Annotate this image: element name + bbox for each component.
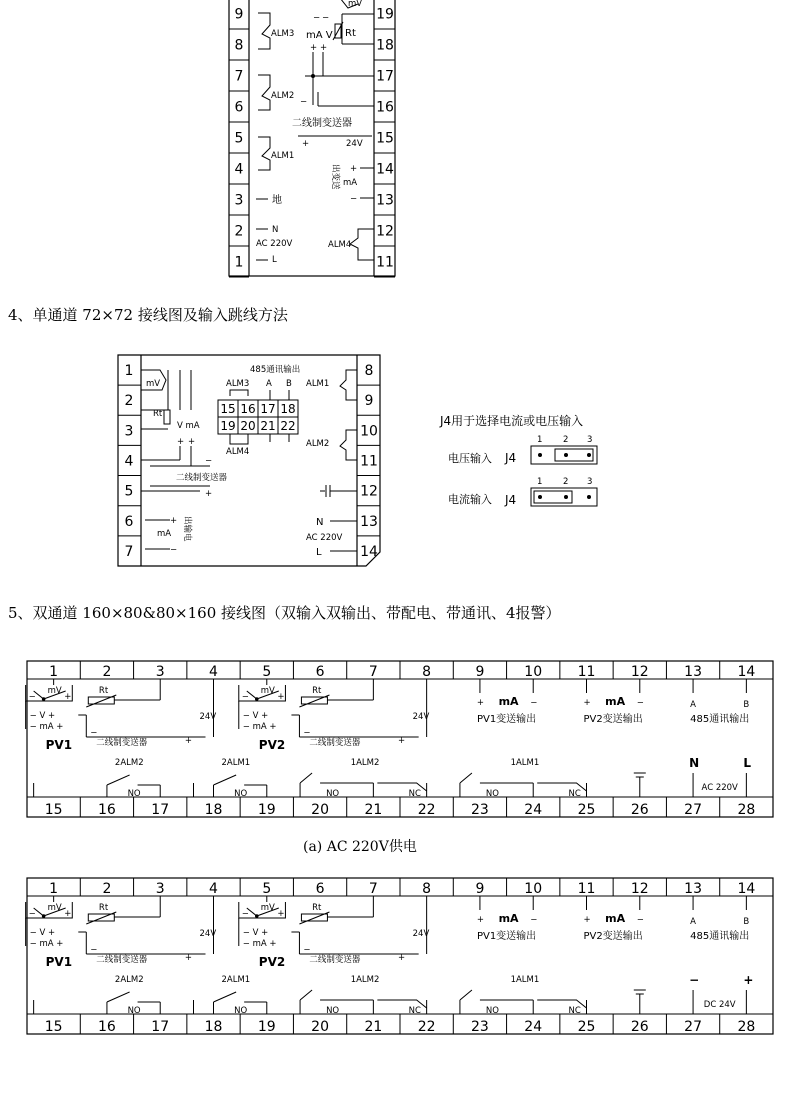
pv-rt-label: Rt [98, 903, 109, 913]
dual-top-terminal: 14 [737, 881, 756, 897]
pv2-label: PV2 [258, 738, 286, 752]
sc-comm-a: A [266, 379, 272, 389]
dual-top-terminal: 8 [422, 881, 432, 897]
pv-junction [255, 697, 259, 701]
j4-name-current: J4 [505, 493, 517, 507]
relay-contact [107, 992, 130, 1002]
sc-alm4-label: ALM4 [226, 447, 250, 457]
pv1-label: PV1 [45, 738, 73, 752]
out-ma: mA [605, 912, 626, 925]
sc-comm-terminal: 15 [220, 402, 236, 416]
top-rt-label: Rt [345, 28, 356, 39]
sc-ac-label: AC 220V [306, 533, 343, 543]
pv-mv-label: mV [260, 903, 275, 913]
top-left-terminal: 6 [234, 99, 244, 116]
sc-right-terminal: 14 [360, 543, 378, 560]
relay-contact [300, 773, 312, 783]
pv-24v-label: 24V [412, 929, 430, 939]
caption-a: (a) AC 220V供电 [303, 839, 417, 855]
relay-no: NO [326, 1006, 340, 1016]
relay-2alm1 [214, 758, 267, 799]
top-left-terminal: 3 [234, 192, 244, 209]
dual-top-terminal: 6 [315, 664, 325, 680]
pv-24v-label: 24V [199, 929, 217, 939]
power-supply-label: DC 24V [703, 1000, 736, 1010]
sc-left-terminal: 7 [124, 543, 134, 560]
sc-plus-2: + [188, 437, 196, 447]
section5-title: 5、双通道 160×80&80×160 接线图（双输入双输出、带配电、带通讯、4报警） [8, 604, 561, 622]
dual-top-terminal: 9 [475, 664, 485, 680]
out-plus: + [583, 915, 591, 925]
dual-bottom-terminal: 17 [151, 802, 170, 818]
pv1-input-block [26, 896, 217, 969]
sc-left-terminal: 4 [124, 453, 134, 470]
out-plus: + [476, 915, 485, 925]
pv-v-label: − V + [242, 711, 269, 721]
dual-bottom-terminal: 25 [577, 1019, 596, 1035]
sc-plus-1: + [177, 437, 185, 447]
out-minus: − [530, 915, 538, 925]
dual-top-terminal: 13 [684, 881, 702, 897]
top-ma-v-label: mA V [306, 30, 333, 41]
jumper-current-label: 电流输入 [448, 493, 492, 506]
out-ma: mA [498, 912, 519, 925]
pv-24v-label: 24V [199, 712, 217, 722]
relay-no: NO [326, 789, 340, 799]
sc-plus-4: + [170, 516, 178, 526]
power-left: − [689, 973, 700, 987]
pv2-input-block [239, 679, 430, 752]
comm-485-block [690, 679, 749, 725]
pv-transmitter-label: 二线制变送器 [96, 738, 148, 748]
j4-pin2-c: 2 [563, 477, 569, 487]
pv-rt-label: Rt [312, 686, 322, 696]
sc-transmitter-label: 二线制变送器 [176, 473, 228, 483]
dual-bottom-terminal: 21 [364, 1019, 383, 1035]
pv1-output-block [477, 896, 537, 942]
sc-right-terminal: 8 [364, 363, 374, 380]
top-alm3-label: ALM3 [271, 29, 295, 39]
relay-label: 1ALM1 [510, 975, 540, 985]
relay-2alm1 [214, 975, 267, 1016]
dual-bottom-terminal: 19 [257, 802, 276, 818]
sc-alm2-label: ALM2 [306, 439, 330, 449]
dual-top-terminal: 2 [102, 881, 112, 897]
dual-bottom-terminal: 15 [44, 1019, 63, 1035]
pv-plus-t: + [398, 953, 406, 963]
top-ac-label: AC 220V [256, 239, 293, 249]
power-supply-label: AC 220V [701, 783, 738, 793]
j4-pin3-c: 3 [587, 477, 593, 487]
top-24v-label: 24V [346, 139, 363, 149]
pv-ma-label: − mA + [29, 939, 64, 949]
top-right-terminal: 19 [376, 6, 394, 23]
relay-label: 1ALM1 [510, 758, 540, 768]
dual-bottom-terminal: 28 [737, 802, 756, 818]
out-ma: mA [498, 695, 519, 708]
pv-transmitter-label: 二线制变送器 [309, 955, 361, 965]
relay-2alm2 [107, 975, 160, 1016]
relay-nc: NC [568, 789, 581, 799]
dual-bottom-terminal: 17 [151, 1019, 170, 1035]
pv-ma-label: − mA + [242, 722, 277, 732]
top-ground-label: 地 [272, 195, 282, 206]
relay-2alm2 [107, 758, 160, 799]
relay-label: 1ALM2 [350, 758, 380, 768]
top-right-terminal: 14 [376, 161, 394, 178]
top-ma-label: mA [343, 178, 358, 188]
power-supply-block [689, 756, 751, 797]
pv-v-label: − V + [29, 711, 56, 721]
dual-bottom-terminal: 16 [98, 802, 116, 818]
sc-left-terminal: 1 [124, 363, 134, 380]
top-left-terminal: 2 [234, 223, 244, 240]
sc-minus-1: − [205, 456, 213, 466]
sc-comm-title: 485通讯输出 [250, 365, 301, 375]
dual-top-terminal: 5 [262, 664, 272, 680]
top-plus-4: + [350, 164, 358, 174]
comm-a: A [690, 917, 696, 927]
j4-pin1-c: 1 [537, 477, 543, 487]
sc-l-label: L [316, 547, 322, 558]
dual-bottom-terminal: 23 [471, 1019, 489, 1035]
relay-no: NO [127, 1006, 141, 1016]
relay-nc: NC [408, 789, 421, 799]
pv-plus-t: + [398, 736, 406, 746]
top-left-terminal: 9 [234, 6, 244, 23]
top-left-terminal: 5 [234, 130, 244, 147]
dual-bottom-terminal: 15 [44, 802, 63, 818]
top-minus-1: − [313, 13, 321, 23]
dual-top-terminal: 13 [684, 664, 702, 680]
j4-name-voltage: J4 [505, 451, 517, 465]
sc-comm-terminal: 20 [240, 419, 256, 433]
top-plus-2: + [320, 43, 328, 53]
pv-minus-t: − [303, 945, 311, 955]
sc-comm-b: B [286, 379, 292, 389]
out-plus: + [583, 698, 591, 708]
power-right: + [743, 973, 754, 987]
out-label: PV1变送输出 [476, 714, 537, 725]
pv-v-label: − V + [242, 928, 269, 938]
sc-right-terminal: 10 [360, 423, 378, 440]
comm-label: 485通讯输出 [690, 931, 750, 942]
top-minus-4: − [350, 194, 358, 204]
pv-mv-label: mV [47, 903, 62, 913]
pv-minus: − [28, 909, 36, 919]
pv-minus: − [241, 692, 249, 702]
pv-minus-t: − [303, 728, 311, 738]
dual-top-terminal: 11 [577, 881, 596, 897]
sc-output-label: 出输电 [182, 516, 192, 542]
top-l-label: L [272, 255, 277, 265]
single-channel-diagram [0, 350, 400, 570]
pv-junction [42, 914, 46, 918]
power-right: L [743, 756, 752, 770]
pv1-input-block [26, 679, 217, 752]
sc-comm-terminal: 19 [220, 419, 236, 433]
sc-n-label: N [316, 517, 324, 528]
sc-right-terminal: 9 [364, 393, 374, 410]
top-right-terminal: 16 [376, 99, 394, 116]
pv-plus: + [277, 692, 285, 702]
relay-label: 2ALM2 [114, 758, 144, 768]
relay-label: 2ALM2 [114, 975, 144, 985]
relay-1alm2 [300, 758, 427, 799]
out-plus: + [476, 698, 485, 708]
sc-right-terminal: 13 [360, 513, 378, 530]
top-right-terminal: 17 [376, 68, 394, 85]
dual-top-terminal: 5 [262, 881, 272, 897]
dual-top-terminal: 2 [102, 664, 112, 680]
top-mv-label: mV [348, 0, 363, 9]
dual-bottom-terminal: 27 [684, 802, 702, 818]
sc-right-terminal: 11 [360, 453, 378, 470]
relay-1alm1 [460, 975, 587, 1016]
out-label: PV1变送输出 [476, 931, 537, 942]
power-supply-block [689, 973, 753, 1014]
top-transmitter-label: 二线制变送器 [292, 118, 352, 129]
dual-bottom-terminal: 18 [204, 802, 223, 818]
pv-plus: + [64, 692, 72, 702]
pv-v-label: − V + [29, 928, 56, 938]
dual-top-terminal: 4 [209, 881, 218, 897]
sc-left-terminal: 6 [124, 513, 134, 530]
sc-alm1-label: ALM1 [306, 379, 330, 389]
pv-minus: − [28, 692, 36, 702]
top-output-label: 出变送 [330, 164, 340, 190]
j4-pin1-v: 1 [537, 435, 543, 445]
pv-mv-label: mV [260, 686, 275, 696]
relay-contact [300, 990, 312, 1000]
ground-icon [634, 773, 646, 797]
out-minus: − [530, 698, 538, 708]
power-left: N [689, 756, 700, 770]
pv-plus: + [64, 909, 72, 919]
top-wiring-diagram [0, 0, 800, 280]
relay-label: 2ALM1 [221, 975, 251, 985]
pv2-output-block [584, 896, 644, 942]
dual-top-terminal: 7 [368, 881, 378, 897]
relay-no: NO [127, 789, 141, 799]
top-left-terminal: 7 [234, 68, 244, 85]
dual-top-terminal: 3 [155, 664, 165, 680]
pv-ma-label: − mA + [242, 939, 277, 949]
dual-top-terminal: 9 [475, 881, 485, 897]
dual-top-terminal: 6 [315, 881, 325, 897]
sc-left-terminal: 3 [124, 423, 134, 440]
top-alm1-label: ALM1 [271, 151, 295, 161]
pv-mv-label: mV [47, 686, 62, 696]
relay-no: NO [234, 1006, 248, 1016]
pv-plus-t: + [184, 736, 192, 746]
relay-1alm1 [460, 758, 587, 799]
dual-bottom-terminal: 27 [684, 1019, 702, 1035]
relay-no: NO [485, 789, 499, 799]
comm-a: A [690, 700, 696, 710]
dual-top-terminal: 10 [524, 881, 543, 897]
dual-bottom-terminal: 26 [630, 1019, 649, 1035]
top-n-label: N [272, 225, 279, 235]
relay-1alm2 [300, 975, 427, 1016]
comm-485-block [690, 896, 749, 942]
top-alm2-label: ALM2 [271, 91, 295, 101]
top-right-terminal: 13 [376, 192, 394, 209]
sc-comm-terminal: 21 [260, 419, 276, 433]
top-left-terminal: 1 [234, 254, 244, 271]
dual-top-terminal: 12 [630, 664, 649, 680]
sc-comm-alm3: ALM3 [226, 379, 250, 389]
dual-bottom-terminal: 19 [257, 1019, 276, 1035]
sc-comm-terminal: 16 [240, 402, 256, 416]
comm-label: 485通讯输出 [690, 714, 750, 725]
pv2-input-block [239, 896, 430, 969]
dual-bottom-terminal: 18 [204, 1019, 223, 1035]
sc-mv-label: mV [146, 379, 161, 389]
comm-b: B [743, 917, 750, 927]
pv-minus: − [241, 909, 249, 919]
j4-jumper-diagram [495, 430, 615, 520]
dual-bottom-terminal: 16 [98, 1019, 116, 1035]
sc-left-terminal: 2 [124, 393, 134, 410]
pv-transmitter-label: 二线制变送器 [309, 738, 361, 748]
sc-plus-3: + [205, 489, 213, 499]
pv1-output-block [477, 679, 537, 725]
jumper-title: J4用于选择电流或电压输入 [440, 414, 584, 428]
dual-bottom-terminal: 28 [737, 1019, 756, 1035]
pv-junction [255, 914, 259, 918]
dual-bottom-terminal: 25 [577, 802, 596, 818]
relay-contact [214, 992, 237, 1002]
dual-channel-diagram-b [0, 872, 800, 1042]
out-minus: − [636, 915, 644, 925]
relay-no: NO [485, 1006, 499, 1016]
j4-pin2-v: 2 [563, 435, 569, 445]
dual-top-terminal: 10 [524, 664, 543, 680]
top-plus-3: + [302, 139, 310, 149]
out-ma: mA [605, 695, 626, 708]
dual-bottom-terminal: 22 [417, 802, 436, 818]
relay-nc: NC [408, 1006, 421, 1016]
out-label: PV2变送输出 [583, 931, 643, 942]
dual-top-terminal: 8 [422, 664, 432, 680]
dual-top-terminal: 7 [368, 664, 378, 680]
relay-contact [460, 773, 472, 783]
top-left-terminal: 4 [234, 161, 244, 178]
dual-top-terminal: 1 [49, 664, 59, 680]
pv-rt-label: Rt [312, 903, 322, 913]
pv-24v-label: 24V [412, 712, 430, 722]
dual-bottom-terminal: 24 [524, 802, 543, 818]
pv2-output-block [584, 679, 644, 725]
out-minus: − [636, 698, 644, 708]
pv-minus-t: − [90, 945, 98, 955]
dual-top-terminal: 4 [209, 664, 218, 680]
relay-contact [460, 990, 472, 1000]
dual-top-terminal: 1 [49, 881, 59, 897]
relay-label: 2ALM1 [221, 758, 251, 768]
dual-top-terminal: 12 [630, 881, 649, 897]
dual-top-terminal: 11 [577, 664, 596, 680]
top-right-terminal: 12 [376, 223, 394, 240]
top-right-terminal: 18 [376, 37, 394, 54]
pv1-label: PV1 [45, 955, 73, 969]
top-minus-3: − [300, 97, 308, 107]
jumper-voltage-label: 电压输入 [448, 452, 492, 465]
ground-icon [634, 990, 646, 1014]
j4-pin3-v: 3 [587, 435, 593, 445]
sc-right-terminal: 12 [360, 483, 378, 500]
pv-transmitter-label: 二线制变送器 [96, 955, 148, 965]
dual-bottom-terminal: 21 [364, 802, 383, 818]
dual-bottom-terminal: 20 [311, 1019, 329, 1035]
pv2-label: PV2 [258, 955, 286, 969]
relay-no: NO [234, 789, 248, 799]
dual-bottom-terminal: 23 [471, 802, 489, 818]
dual-top-terminal: 14 [737, 664, 756, 680]
sc-ma-label: mA [157, 529, 172, 539]
top-plus-1: + [310, 43, 318, 53]
top-right-terminal: 11 [376, 254, 394, 271]
sc-minus-2: − [170, 545, 178, 555]
pv-rt-label: Rt [98, 686, 109, 696]
top-left-terminal: 8 [234, 37, 244, 54]
section4-title: 4、单通道 72×72 接线图及输入跳线方法 [8, 306, 288, 324]
top-alm4-label: ALM4 [328, 240, 352, 250]
pv-junction [42, 697, 46, 701]
dual-channel-diagram-a [0, 655, 800, 825]
relay-label: 1ALM2 [350, 975, 380, 985]
relay-contact [214, 775, 237, 785]
pv-plus-t: + [184, 953, 192, 963]
comm-b: B [743, 700, 750, 710]
dual-top-terminal: 3 [155, 881, 165, 897]
sc-rt-label: Rt [153, 409, 163, 419]
sc-comm-terminal: 18 [280, 402, 296, 416]
dual-bottom-terminal: 24 [524, 1019, 543, 1035]
dual-bottom-terminal: 26 [630, 802, 649, 818]
top-right-terminal: 15 [376, 130, 394, 147]
pv-plus: + [277, 909, 285, 919]
pv-ma-label: − mA + [29, 722, 64, 732]
dual-bottom-terminal: 22 [417, 1019, 436, 1035]
pv-minus-t: − [90, 728, 98, 738]
sc-left-terminal: 5 [124, 483, 134, 500]
relay-contact [107, 775, 130, 785]
dual-bottom-terminal: 20 [311, 802, 329, 818]
out-label: PV2变送输出 [583, 714, 643, 725]
sc-v-ma-label: V mA [177, 421, 200, 431]
sc-comm-terminal: 22 [280, 419, 296, 433]
top-minus-2: − [322, 13, 330, 23]
sc-comm-terminal: 17 [260, 402, 276, 416]
relay-nc: NC [568, 1006, 581, 1016]
